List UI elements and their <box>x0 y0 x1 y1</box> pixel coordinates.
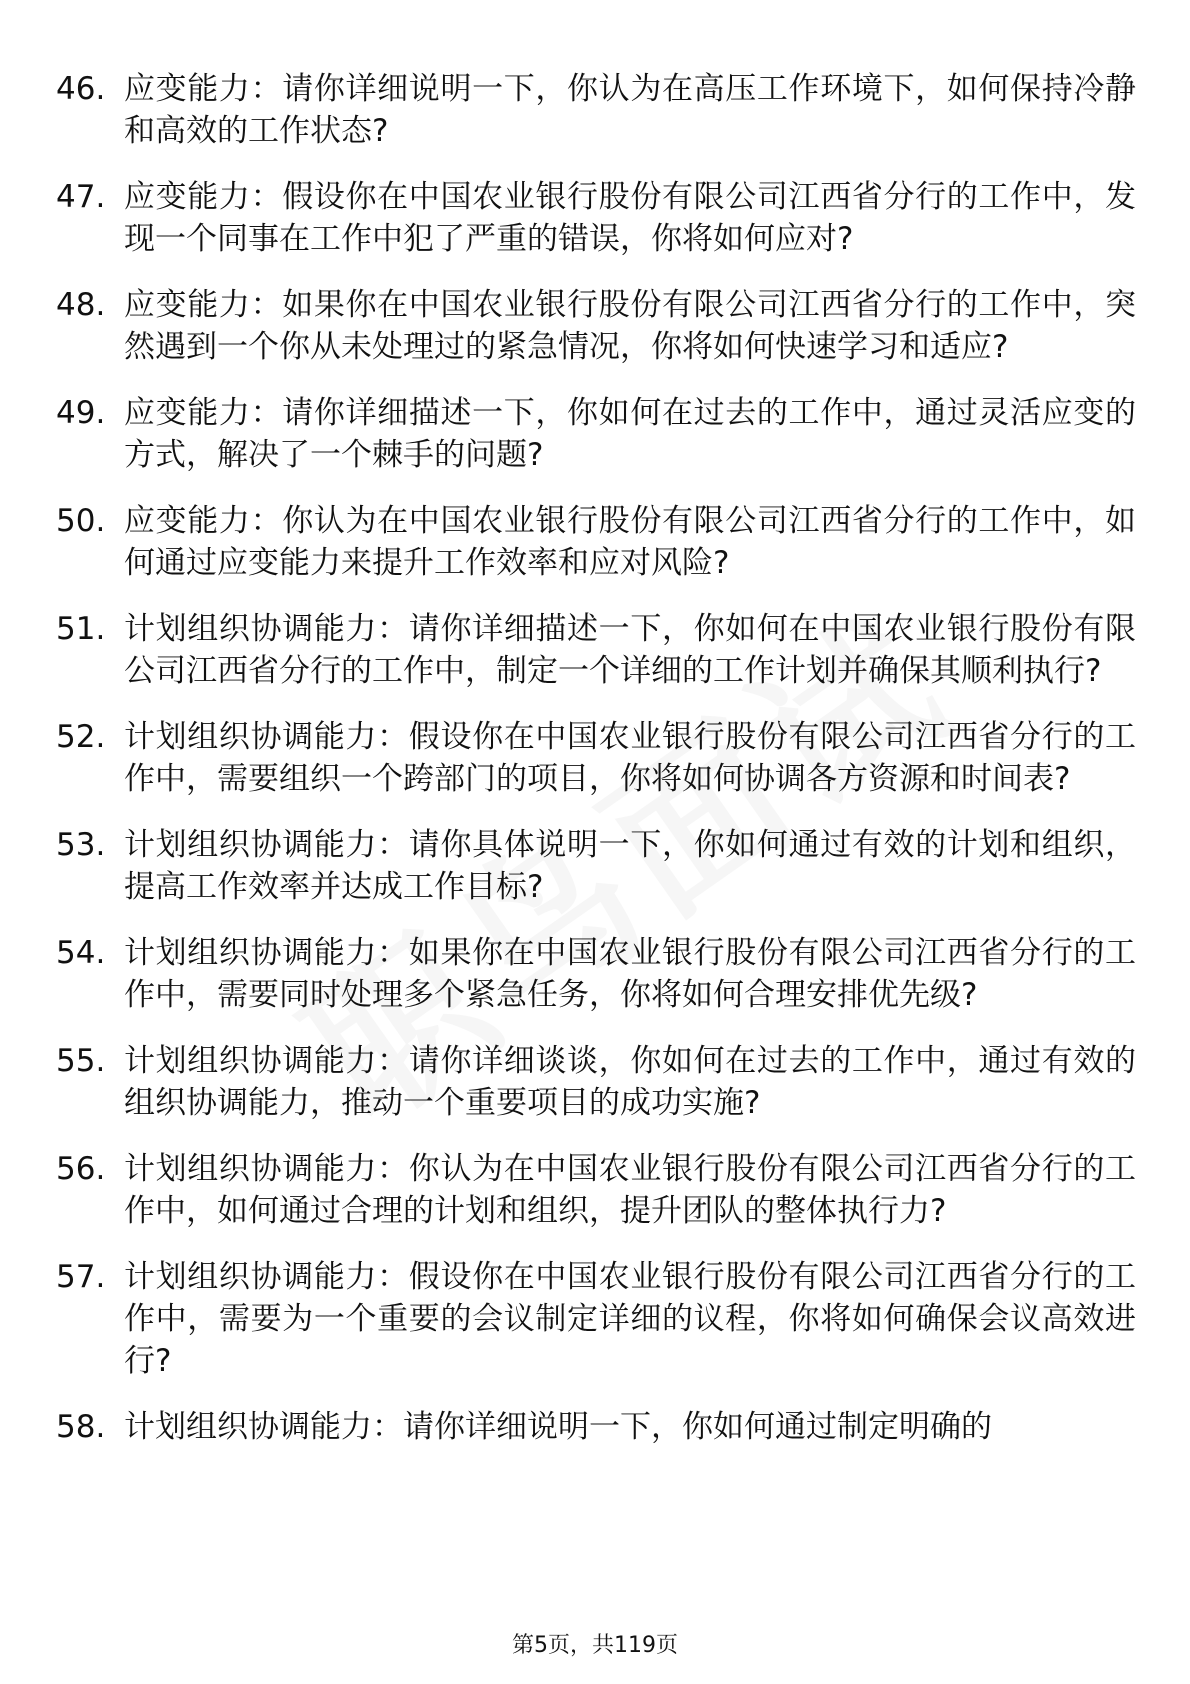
question-item <box>56 608 1136 692</box>
question-text: 计划组织协调能力：请你详细谈谈，你如何在过去的工作中，通过有效的组织协调能力，推动一个重要项目的成功实施? <box>124 1043 1136 1121</box>
page-footer: 第5页，共119页 <box>512 1633 678 1658</box>
question-number: 55. <box>56 1043 106 1079</box>
question-number: 57. <box>56 1259 106 1295</box>
question-text: 应变能力：如果你在中国农业银行股份有限公司江西省分行的工作中，突然遇到一个你从未处理过的紧急情况，你将如何快速学习和适应? <box>124 287 1136 365</box>
question-item <box>56 176 1136 260</box>
question-number: 53. <box>56 827 106 863</box>
question-text: 应变能力：请你详细描述一下，你如何在过去的工作中，通过灵活应变的方式，解决了一个棘手的问题? <box>124 395 1136 473</box>
question-text: 应变能力：你认为在中国农业银行股份有限公司江西省分行的工作中，如何通过应变能力来提升工作效率和应对风险? <box>124 503 1136 581</box>
question-text: 计划组织协调能力：如果你在中国农业银行股份有限公司江西省分行的工作中，需要同时处理多个紧急任务，你将如何合理安排优先级? <box>124 935 1136 1013</box>
question-number: 54. <box>56 935 106 971</box>
question-number: 50. <box>56 503 106 539</box>
question-item <box>56 392 1136 476</box>
question-text: 计划组织协调能力：你认为在中国农业银行股份有限公司江西省分行的工作中，如何通过合理的计划和组织，提升团队的整体执行力? <box>124 1151 1136 1229</box>
question-number: 46. <box>56 71 106 107</box>
question-number: 49. <box>56 395 106 431</box>
question-number: 48. <box>56 287 106 323</box>
question-text: 应变能力：请你详细说明一下，你认为在高压工作环境下，如何保持冷静和高效的工作状态? <box>124 71 1136 149</box>
question-item <box>56 1256 1136 1382</box>
question-list <box>56 68 1136 1472</box>
question-number: 51. <box>56 611 106 647</box>
question-item <box>56 500 1136 584</box>
question-number: 47. <box>56 179 106 215</box>
question-text: 计划组织协调能力：请你详细描述一下，你如何在中国农业银行股份有限公司江西省分行的工作中，制定一个详细的工作计划并确保其顺利执行? <box>124 611 1136 689</box>
question-item <box>56 824 1136 908</box>
question-item <box>56 1040 1136 1124</box>
question-item <box>56 68 1136 152</box>
question-item <box>56 1406 1136 1448</box>
question-item <box>56 284 1136 368</box>
question-number: 56. <box>56 1151 106 1187</box>
question-text: 应变能力：假设你在中国农业银行股份有限公司江西省分行的工作中，发现一个同事在工作中犯了严重的错误，你将如何应对? <box>124 179 1136 257</box>
question-item <box>56 932 1136 1016</box>
question-item <box>56 1148 1136 1232</box>
question-text: 计划组织协调能力：假设你在中国农业银行股份有限公司江西省分行的工作中，需要组织一个跨部门的项目，你将如何协调各方资源和时间表? <box>124 719 1136 797</box>
question-text: 计划组织协调能力：假设你在中国农业银行股份有限公司江西省分行的工作中，需要为一个重要的会议制定详细的议程，你将如何确保会议高效进行? <box>124 1259 1136 1379</box>
question-item <box>56 716 1136 800</box>
question-text: 计划组织协调能力：请你详细说明一下，你如何通过制定明确的 <box>124 1409 992 1445</box>
question-number: 52. <box>56 719 106 755</box>
question-text: 计划组织协调能力：请你具体说明一下，你如何通过有效的计划和组织，提高工作效率并达成工作目标? <box>124 827 1136 905</box>
question-number: 58. <box>56 1409 106 1445</box>
